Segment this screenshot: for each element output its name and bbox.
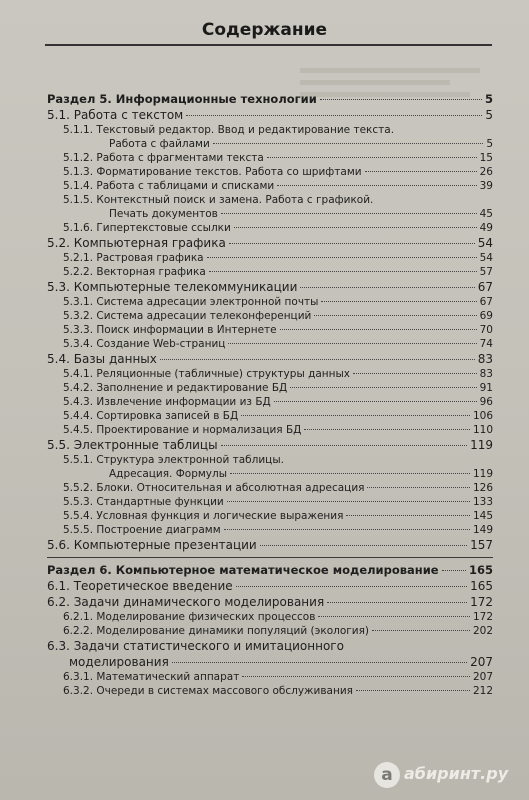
toc-entry-text: 6.1. Теоретическое введение bbox=[47, 579, 233, 593]
toc-section-entry bbox=[47, 235, 493, 251]
section-divider bbox=[47, 557, 493, 558]
toc-subsection-entry bbox=[47, 151, 493, 165]
toc-entry-text: 5.5.1. Структура электронной таблицы. bbox=[63, 454, 284, 466]
toc-entry-text: 5.1.3. Форматирование текстов. Работа со шрифтами bbox=[63, 166, 362, 178]
toc-entry-text: Работа с файлами bbox=[109, 138, 210, 150]
toc-entry-text: 6.3.1. Математический аппарат bbox=[63, 671, 240, 683]
toc-section-entry bbox=[47, 107, 493, 123]
toc-subsection-entry bbox=[47, 179, 493, 193]
toc-page-number: 15 bbox=[479, 152, 493, 164]
toc-subsection-entry bbox=[47, 337, 493, 351]
toc-page-number: 172 bbox=[470, 595, 493, 609]
toc-page-number: 5 bbox=[486, 138, 493, 150]
toc-entry-text: 6.2.2. Моделирование динамики популяций (экология) bbox=[63, 625, 370, 637]
toc-subsection-entry bbox=[47, 481, 493, 495]
toc-page-number: 91 bbox=[479, 382, 493, 394]
dot-leader bbox=[209, 271, 477, 272]
dot-leader bbox=[230, 473, 470, 474]
toc-subsection-entry bbox=[47, 624, 493, 638]
toc-page-number: 149 bbox=[472, 524, 493, 536]
toc-subsection-entry bbox=[47, 495, 493, 509]
toc-page-number: 70 bbox=[479, 324, 493, 336]
toc-page-number: 133 bbox=[472, 496, 493, 508]
table-of-contents bbox=[47, 90, 493, 698]
toc-subsection-entry bbox=[47, 381, 493, 395]
dot-leader bbox=[274, 401, 477, 402]
toc-page-number: 83 bbox=[477, 352, 493, 366]
dot-leader bbox=[290, 387, 476, 388]
toc-section-entry bbox=[47, 351, 493, 367]
dot-leader bbox=[346, 515, 470, 516]
toc-page-number: 83 bbox=[479, 368, 493, 380]
dot-leader bbox=[172, 662, 467, 663]
toc-subsection-entry bbox=[47, 165, 493, 179]
toc-entry-text: 5.5.3. Стандартные функции bbox=[63, 496, 224, 508]
dot-leader bbox=[241, 415, 470, 416]
toc-entry-text: 5.6. Компьютерные презентации bbox=[47, 538, 257, 552]
toc-entry-text: 5.2. Компьютерная графика bbox=[47, 236, 226, 250]
toc-page-number: 119 bbox=[472, 468, 493, 480]
toc-entry-text: 5.2.2. Векторная графика bbox=[63, 266, 206, 278]
toc-entry-text: 6.2.1. Моделирование физических процессов bbox=[63, 611, 316, 623]
toc-entry-text: 5.1.6. Гипертекстовые ссылки bbox=[63, 222, 231, 234]
toc-page-number: 67 bbox=[477, 280, 493, 294]
dot-leader bbox=[234, 227, 477, 228]
toc-entry-text: 5.2.1. Растровая графика bbox=[63, 252, 204, 264]
toc-subsection-entry bbox=[47, 295, 493, 309]
dot-leader bbox=[365, 171, 477, 172]
dot-leader bbox=[318, 616, 470, 617]
toc-page-number: 165 bbox=[470, 579, 493, 593]
toc-subsection-entry bbox=[47, 123, 493, 151]
toc-page-number: 54 bbox=[477, 236, 493, 250]
toc-part-entry bbox=[47, 91, 493, 107]
toc-entry-text: 5.5.4. Условная функция и логические выражения bbox=[63, 510, 344, 522]
dot-leader bbox=[186, 115, 482, 116]
toc-subsection-entry bbox=[47, 309, 493, 323]
toc-subsection-entry bbox=[47, 423, 493, 437]
toc-entry-text: 5.3.3. Поиск информации в Интернете bbox=[63, 324, 277, 336]
dot-leader bbox=[260, 545, 467, 546]
toc-page-number: 207 bbox=[472, 671, 493, 683]
toc-page-number: 119 bbox=[470, 438, 493, 452]
toc-entry-text: 5.3. Компьютерные телекоммуникации bbox=[47, 280, 298, 294]
title-rule bbox=[45, 44, 492, 46]
toc-page-number: 145 bbox=[472, 510, 493, 522]
page-title: Содержание bbox=[201, 20, 328, 40]
toc-entry-text: моделирования bbox=[69, 655, 169, 669]
toc-entry-text: 5.1.4. Работа с таблицами и списками bbox=[63, 180, 275, 192]
toc-entry-text: Раздел 6. Компьютерное математическое моделирование bbox=[47, 563, 439, 577]
toc-subsection-entry bbox=[47, 670, 493, 684]
dot-leader bbox=[320, 99, 482, 100]
toc-page-number: 45 bbox=[479, 208, 493, 220]
dot-leader bbox=[314, 315, 476, 316]
toc-page-number: 165 bbox=[468, 563, 493, 577]
toc-entry-text: Адресация. Формулы bbox=[109, 468, 228, 480]
toc-entry-text: Печать документов bbox=[109, 208, 218, 220]
toc-subsection-entry bbox=[47, 684, 493, 698]
toc-subsection-entry bbox=[47, 409, 493, 423]
toc-subsection-entry bbox=[47, 221, 493, 235]
toc-entry-text: 6.2. Задачи динамического моделирования bbox=[47, 595, 325, 609]
toc-entry-text: 6.3. Задачи статистического и имитационного bbox=[47, 639, 344, 653]
toc-entry-text: 5.5. Электронные таблицы bbox=[47, 438, 218, 452]
toc-page-number: 54 bbox=[479, 252, 493, 264]
dot-leader bbox=[221, 445, 468, 446]
dot-leader bbox=[321, 301, 476, 302]
toc-entry-text: 5.4.2. Заполнение и редактирование БД bbox=[63, 382, 288, 394]
toc-entry-text: 5.1.1. Текстовый редактор. Ввод и редактирование текста. bbox=[63, 124, 395, 136]
toc-page-number: 74 bbox=[479, 338, 493, 350]
dot-leader bbox=[221, 213, 477, 214]
toc-entry-text: 5.4.4. Сортировка записей в БД bbox=[63, 410, 239, 422]
toc-page-number: 67 bbox=[479, 296, 493, 308]
toc-entry-text: 5.3.1. Система адресации электронной почты bbox=[63, 296, 319, 308]
toc-subsection-entry bbox=[47, 193, 493, 221]
dot-leader bbox=[229, 243, 475, 244]
toc-page-number: 212 bbox=[472, 685, 493, 697]
toc-section-entry bbox=[47, 437, 493, 453]
dot-leader bbox=[442, 570, 466, 571]
labirint-logo-icon: a bbox=[374, 762, 400, 788]
toc-page-number: 26 bbox=[479, 166, 493, 178]
toc-subsection-entry bbox=[47, 523, 493, 537]
dot-leader bbox=[227, 501, 470, 502]
toc-subsection-entry bbox=[47, 395, 493, 409]
toc-subsection-entry bbox=[47, 509, 493, 523]
dot-leader bbox=[353, 373, 477, 374]
toc-page-number: 157 bbox=[470, 538, 493, 552]
toc-entry-text: 5.4.5. Проектирование и нормализация БД bbox=[63, 424, 302, 436]
dot-leader bbox=[300, 287, 474, 288]
toc-page-number: 202 bbox=[472, 625, 493, 637]
toc-entry-text: 5.4.3. Извлечение информации из БД bbox=[63, 396, 271, 408]
toc-page-number: 110 bbox=[472, 424, 493, 436]
toc-section-entry bbox=[47, 594, 493, 610]
toc-page-number: 172 bbox=[472, 611, 493, 623]
toc-section-entry bbox=[47, 537, 493, 553]
toc-entry-text: 5.3.4. Создание Web-страниц bbox=[63, 338, 226, 350]
dot-leader bbox=[160, 359, 475, 360]
dot-leader bbox=[236, 586, 467, 587]
toc-entry-text: 5.4. Базы данных bbox=[47, 352, 157, 366]
toc-section-entry bbox=[47, 638, 493, 670]
toc-page-number: 39 bbox=[479, 180, 493, 192]
dot-leader bbox=[277, 185, 476, 186]
dot-leader bbox=[267, 157, 477, 158]
dot-leader bbox=[367, 487, 469, 488]
toc-entry-text: 6.3.2. Очереди в системах массового обслуживания bbox=[63, 685, 353, 697]
dot-leader bbox=[224, 529, 470, 530]
toc-subsection-entry bbox=[47, 610, 493, 624]
toc-subsection-entry bbox=[47, 453, 493, 481]
toc-subsection-entry bbox=[47, 251, 493, 265]
toc-page-number: 207 bbox=[470, 655, 493, 669]
dot-leader bbox=[228, 343, 476, 344]
toc-entry-text: 5.4.1. Реляционные (табличные) структуры данных bbox=[63, 368, 350, 380]
toc-entry-text: 5.1.5. Контекстный поиск и замена. Работа с графикой. bbox=[63, 194, 374, 206]
toc-subsection-entry bbox=[47, 265, 493, 279]
toc-page-number: 5 bbox=[485, 108, 493, 122]
toc-entry-text: 5.5.2. Блоки. Относительная и абсолютная адресация bbox=[63, 482, 365, 494]
dot-leader bbox=[304, 429, 470, 430]
toc-section-entry bbox=[47, 279, 493, 295]
dot-leader bbox=[356, 690, 470, 691]
toc-page-number: 49 bbox=[479, 222, 493, 234]
toc-page-number: 69 bbox=[479, 310, 493, 322]
toc-entry-text: 5.5.5. Построение диаграмм bbox=[63, 524, 221, 536]
toc-section-entry bbox=[47, 578, 493, 594]
watermark: абиринт.ру bbox=[404, 764, 509, 783]
dot-leader bbox=[242, 676, 470, 677]
dot-leader bbox=[280, 329, 477, 330]
toc-page-number: 5 bbox=[484, 92, 493, 106]
toc-entry-text: 5.3.2. Система адресации телеконференций bbox=[63, 310, 312, 322]
dot-leader bbox=[213, 143, 484, 144]
toc-page-number: 96 bbox=[479, 396, 493, 408]
toc-page-number: 106 bbox=[472, 410, 493, 422]
dot-leader bbox=[372, 630, 470, 631]
dot-leader bbox=[327, 602, 467, 603]
toc-subsection-entry bbox=[47, 367, 493, 381]
toc-subsection-entry bbox=[47, 323, 493, 337]
toc-entry-text: Раздел 5. Информационные технологии bbox=[47, 92, 317, 106]
toc-entry-text: 5.1.2. Работа с фрагментами текста bbox=[63, 152, 264, 164]
toc-entry-text: 5.1. Работа с текстом bbox=[47, 108, 184, 122]
toc-part-entry bbox=[47, 562, 493, 578]
toc-page-number: 126 bbox=[472, 482, 493, 494]
toc-page-number: 57 bbox=[479, 266, 493, 278]
dot-leader bbox=[207, 257, 477, 258]
